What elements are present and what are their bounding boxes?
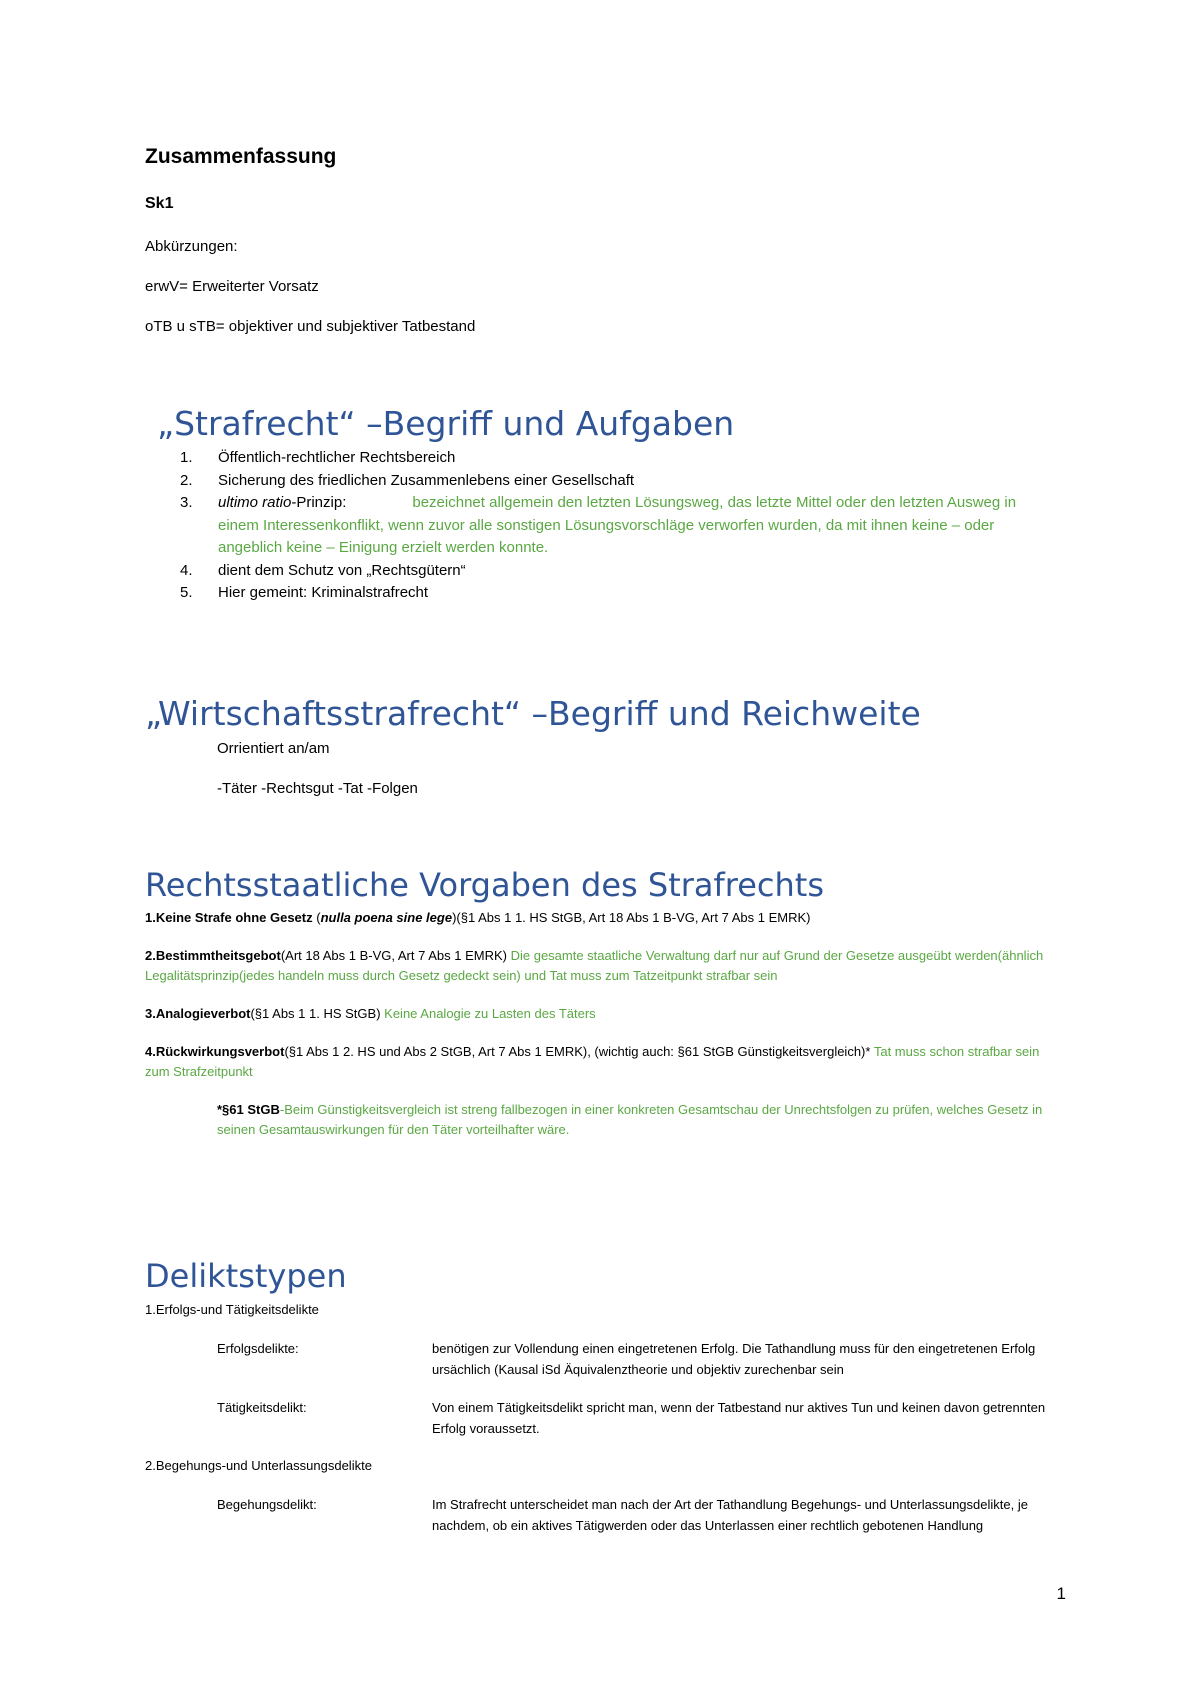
wirtschaft-line-1: Orrientiert an/am xyxy=(217,740,330,757)
list-item: 4. dient dem Schutz von „Rechtsgütern“ xyxy=(180,561,466,579)
document-subtitle: Sk1 xyxy=(145,195,174,212)
list-item: 2. Sicherung des friedlichen Zusammenlebens einer Gesellschaft xyxy=(180,471,635,489)
delikt-subheading-2: 2.Begehungs-und Unterlassungsdelikte xyxy=(145,1458,372,1473)
heading-wirtschaftsstrafrecht: „Wirtschaftsstrafrecht“ –Begriff und Reichweite xyxy=(145,694,921,733)
document-title: Zusammenfassung xyxy=(145,145,337,168)
abbr-heading: Abkürzungen: xyxy=(145,238,238,255)
delikt-subheading-1: 1.Erfolgs-und Tätigkeitsdelikte xyxy=(145,1302,319,1317)
document-page: Zusammenfassung Sk1 Abkürzungen: erwV= Erweiterter Vorsatz oTB u sTB= objektiver und subjektiver Tatbestand „Strafrecht“ –Begriff und Aufgaben 1. Öffentlich-rechtlicher Rechtsbereich 2. Sicherung des friedlichen Zusammenlebens einer Gesellschaft 3. ultimo ratio-Prinzip: bezeichnet allgemein den letzten Lösungsweg, das letzte Mittel oder den letzten Ausweg in einem Interessenkonflikt, wenn zuvor alle sonstigen Lösungsvorschläge verworfen wurden, da mit ihnen keine – oder angeblich keine – Einigung erzielt werden konnte. 4. dient dem Schutz von „Rechtsgütern“ 5. Hier gemeint: Kriminalstrafrecht „Wirtschaftsstrafrecht“ –Begriff und Reichweite Orrientiert an/am -Täter -Rechtsgut -Tat -Folgen Rechtsstaatliche Vorgaben des Strafrechts 1.Keine Strafe ohne Gesetz (nulla poena sine lege)(§1 Abs 1 1. HS StGB, Art 18 Abs 1 B-VG, Art 7 Abs 1 EMRK) 2.Bestimmtheitsgebot(Art 18 Abs 1 B-VG, Art 7 Abs 1 EMRK) Die gesamte staatliche Verwaltung darf nur auf Grund der Gesetze ausgeübt werden(ähnlich Legalitätsprinzip(jedes handeln muss durch Gesetz gedeckt sein) und Tat muss zum Tatzeitpunkt strafbar sein 3.Analogieverbot(§1 Abs 1 1. HS StGB) Keine Analogie zu Lasten des Täters 4.Rückwirkungsverbot(§1 Abs 1 2. HS und Abs 2 StGB, Art 7 Abs 1 EMRK), (wichtig auch: §61 StGB Günstigkeitsvergleich)* Tat muss schon strafbar sein zum Strafzeitpunkt *§61 StGB-Beim Günstigkeitsvergleich ist streng fallbezogen in einer konkreten Gesamtschau der Unrechtsfolgen zu prüfen, welches Gesetz in seinen Gesamtauswirkungen für den Täter vorteilhafter wäre. Deliktstypen 1.Erfolgs-und Tätigkeitsdelikte Erfolgsdelikte: benötigen zur Vollendung einen eingetretenen Erfolg. Die Tathandlung muss für den eingetretenen Erfolg ursächlich (Kausal iSd Äquivalenztheorie und objektiv zurechenbar sein Tätigkeitsdelikt: Von einem Tätigkeitsdelikt spricht man, wenn der Tatbestand nur aktives Tun und keinen davon getrennten Erfolg voraussetzt. 2.Begehungs-und Unterlassungsdelikte Begehungsdelikt: Im Strafrecht unterscheidet man nach der Art der Tathandlung Begehungs- und Unterlassungsdelikte, je nachdem, ob ein aktives Tätigwerden oder das Unterlassen einer rechtlich gebotenen Handlung 1 xyxy=(145,145,1066,1603)
strafrecht-list xyxy=(180,447,1060,605)
list-item: 5. Hier gemeint: Kriminalstrafrecht xyxy=(180,584,429,601)
abbr-item-1: erwV= Erweiterter Vorsatz xyxy=(145,278,319,295)
footnote-61-stgb: *§61 StGB-Beim Günstigkeitsvergleich ist streng fallbezogen in einer konkreten Gesamtschau der Unrechtsfolgen zu prüfen, welches Gesetz in seinen Gesamtauswirkungen für den Täter vorteilhafter wäre. xyxy=(217,1102,1043,1137)
vorgabe-2: 2.Bestimmtheitsgebot(Art 18 Abs 1 B-VG, Art 7 Abs 1 EMRK) Die gesamte staatliche Verwaltung darf nur auf Grund der Gesetze ausgeübt werden(ähnlich Legalitätsprinzip(jedes handeln muss durch Gesetz gedeckt sein) und Tat muss zum Tatzeitpunkt strafbar sein xyxy=(145,948,1044,983)
ultimo-ratio-definition: bezeichnet allgemein den letzten Lösungsweg, das letzte Mittel oder den letzten Ausweg in einem Interessenkonflikt, wenn zuvor alle sonstigen Lösungsvorschläge verworfen wurden, da mit ihnen keine – oder angeblich keine – Einigung erzielt werden konnte. xyxy=(218,494,1017,556)
heading-deliktstypen: Deliktstypen xyxy=(145,1257,347,1295)
ultimo-ratio-term: ultimo ratio xyxy=(218,494,292,511)
list-item: 1. Öffentlich-rechtlicher Rechtsbereich xyxy=(180,449,456,466)
vorgabe-3: 3.Analogieverbot(§1 Abs 1 1. HS StGB) Keine Analogie zu Lasten des Täters xyxy=(145,1006,596,1021)
list-item: 3. ultimo ratio-Prinzip: bezeichnet allgemein den letzten Lösungsweg, das letzte Mittel oder den letzten Ausweg in einem Interessenkonflikt, wenn zuvor alle sonstigen Lösungsvorschläge verworfen wurden, da mit ihnen keine – oder angeblich keine – Einigung erzielt werden konnte. xyxy=(180,494,1017,556)
wirtschaft-line-2: -Täter -Rechtsgut -Tat -Folgen xyxy=(217,780,418,797)
vorgabe-4: 4.Rückwirkungsverbot(§1 Abs 1 2. HS und Abs 2 StGB, Art 7 Abs 1 EMRK), (wichtig auch: §61 StGB Günstigkeitsvergleich)* Tat muss schon strafbar sein zum Strafzeitpunkt xyxy=(145,1044,1040,1079)
heading-strafrecht: „Strafrecht“ –Begriff und Aufgaben xyxy=(157,404,735,443)
page-number: 1 xyxy=(1056,1584,1066,1603)
heading-vorgaben: Rechtsstaatliche Vorgaben des Strafrechts xyxy=(145,866,824,904)
vorgabe-1: 1.Keine Strafe ohne Gesetz (nulla poena sine lege)(§1 Abs 1 1. HS StGB, Art 18 Abs 1 B-VG, Art 7 Abs 1 EMRK) xyxy=(145,910,811,925)
abbr-item-2: oTB u sTB= objektiver und subjektiver Tatbestand xyxy=(145,318,476,335)
